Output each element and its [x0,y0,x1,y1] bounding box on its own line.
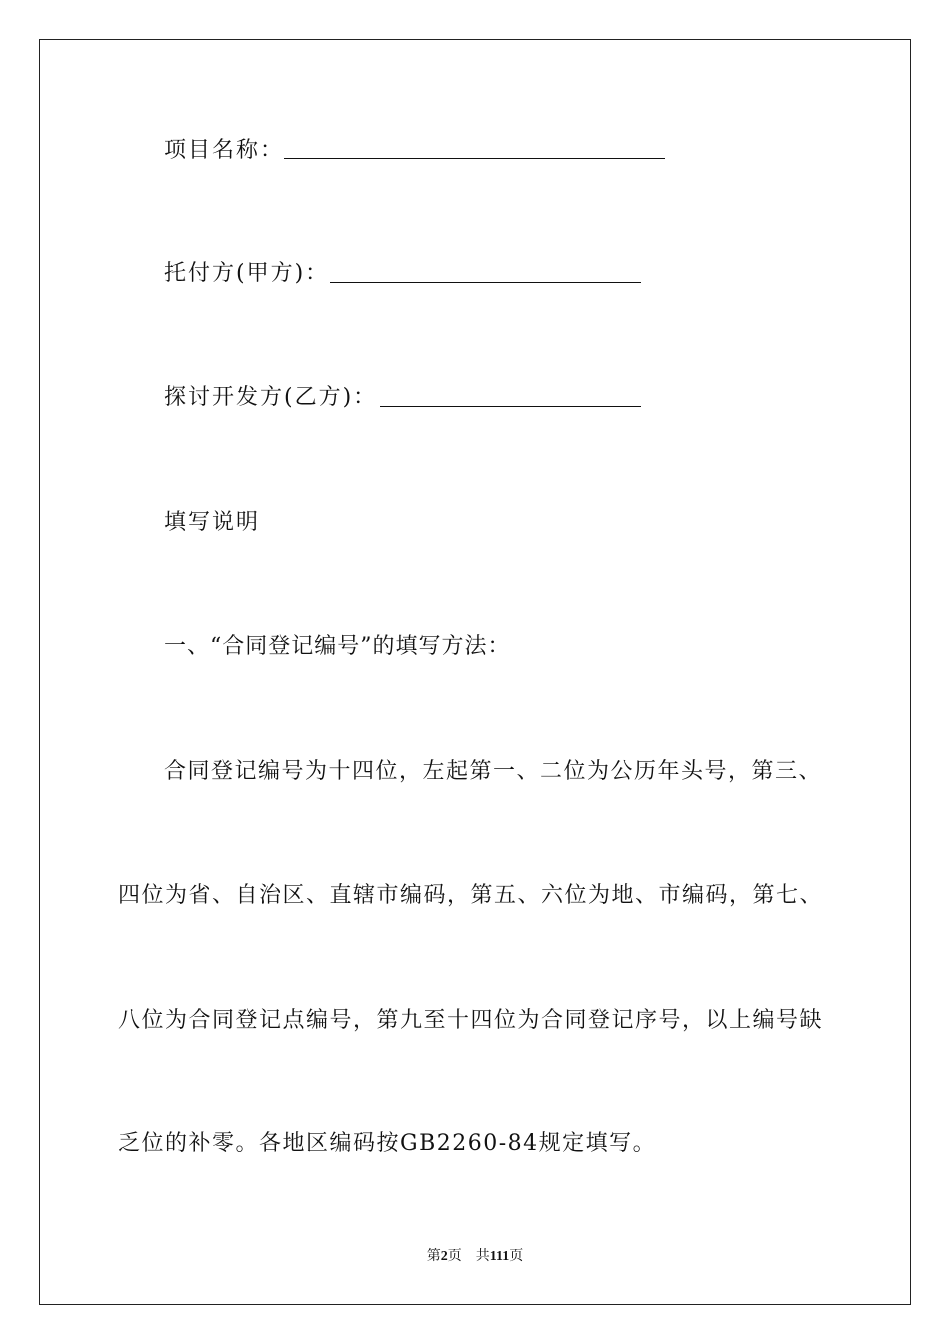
page-number: 2 [440,1249,448,1264]
page-prefix: 第 [426,1249,441,1264]
total-pages: 111 [489,1249,510,1264]
instructions-heading: 填写说明 [164,510,261,535]
page-suffix: 页 [447,1249,462,1264]
paragraph-line: 八位为合同登记点编号，第九至十四位为合同登记序号，以上编号缺 [118,1008,824,1033]
client-field [164,259,329,289]
section-1-title: 一、“合同登记编号”的填写方法： [164,634,511,659]
client-label: 托付方(甲方)： [164,261,330,286]
total-prefix: 共 [475,1249,490,1264]
developer-field [164,383,377,413]
page-frame [39,39,911,1305]
paragraph-line: 乏位的补零。各地区编码按GB2260-84规定填写。 [118,1131,657,1156]
developer-label: 探讨开发方(乙方)： [164,385,378,410]
project-name-blank [284,158,665,159]
paragraph-line: 四位为省、自治区、直辖市编码，第五、六位为地、市编码，第七、 [118,883,824,908]
page-footer [0,1248,950,1266]
developer-blank [380,406,641,407]
project-name-label: 项目名称： [164,138,285,163]
total-suffix: 页 [509,1249,524,1264]
project-name-field [164,136,284,166]
paragraph-line: 合同登记编号为十四位，左起第一、二位为公历年头号，第三、 [164,759,823,784]
client-blank [330,282,641,283]
